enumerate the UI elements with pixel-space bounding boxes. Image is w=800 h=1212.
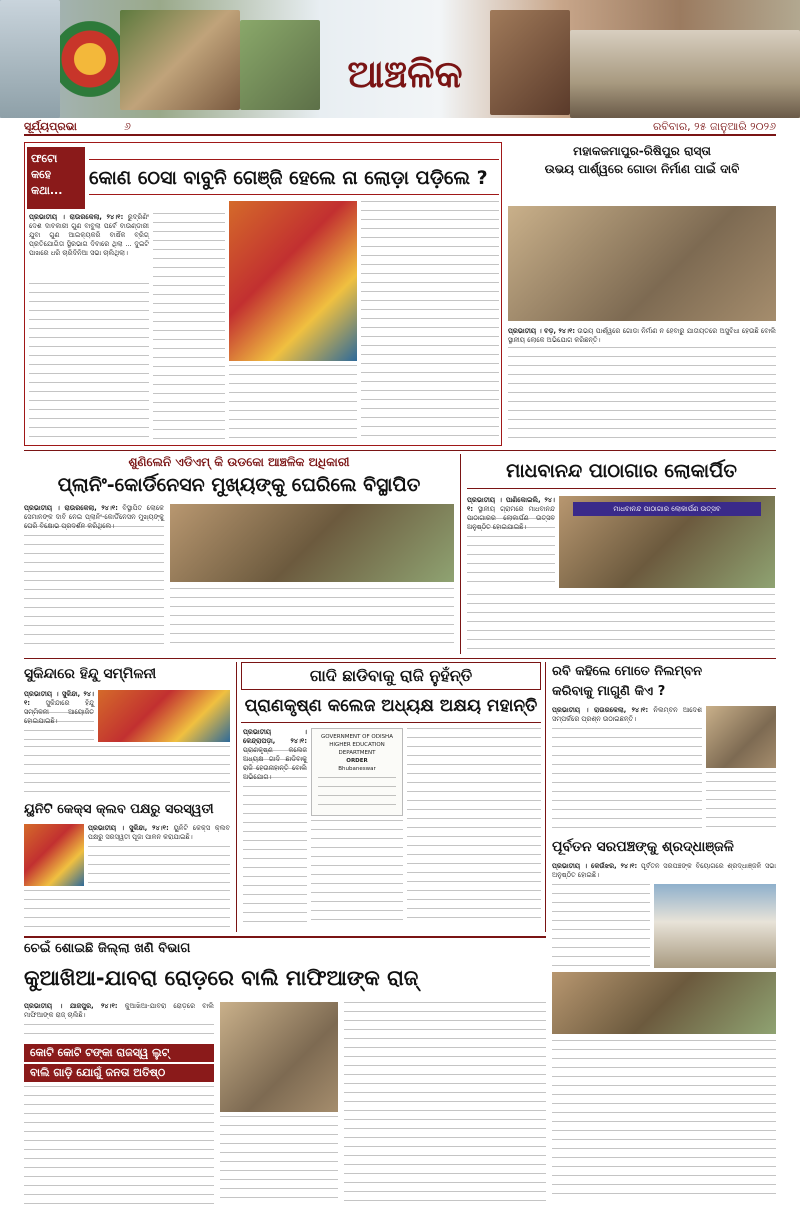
text-lines xyxy=(361,201,499,443)
kicker: ଗାଦି ଛାଡିବାକୁ ରାଜି ନୁହଁନ୍ତି xyxy=(241,662,541,690)
text-lines xyxy=(706,772,776,830)
article-body: ପ୍ରଭାତୀୟ । ସୁକିନ୍ଦା, ୨୪।୧: ୟୁନିଟି କେକ୍ସ କ୍ଲବ ପକ୍ଷରୁ ସରସ୍ୱତୀ ପୂଜା ପାଳନ କରାଯାଇଛି। xyxy=(88,824,230,841)
story-photo-speaks xyxy=(24,142,502,446)
section-title: ଆଞ୍ଚଳିକ xyxy=(347,51,463,96)
text-lines xyxy=(220,1116,338,1204)
issue-date: ରବିବାର, ୨୫ ଜାନୁଆରି ୨୦୨୬ xyxy=(652,120,776,133)
article-body: ପ୍ରଭାତୀୟ । କେନ୍ଦ୍ରାପଡ଼ା, ୨୪।୧: ପ୍ରାଣକୃଷ୍ଣ କଲେଜ ଅଧ୍ୟକ୍ଷ ଗାଦି ଛାଡିବାକୁ ରାଜି ହେଉନାହାନ୍ତି ବୋଲି ଅଭିଯୋଗ। xyxy=(243,728,307,781)
headline: ସୁକିନ୍ଦାରେ ହିନ୍ଦୁ ସମ୍ମିଳନୀ xyxy=(24,666,157,682)
event-banner: ମାଧବାନନ୍ଦ ପାଠାଗାର ଲୋକାର୍ପଣ ଉତ୍ସବ xyxy=(573,502,761,516)
text-lines xyxy=(344,1002,546,1204)
headline-line2: ଉଭୟ ପାର୍ଶ୍ୱରେ ଗୋଡା ନିର୍ମାଣ ପାଇଁ ଦାବି xyxy=(544,162,740,176)
text-lines xyxy=(24,1024,214,1040)
text-lines xyxy=(508,347,776,442)
text-lines xyxy=(467,518,555,588)
village-women-photo xyxy=(120,10,240,110)
felicitation-photo xyxy=(229,201,357,361)
story-hindu-sammilani xyxy=(24,662,230,797)
text-lines xyxy=(552,884,650,968)
article-body: ପ୍ରଭାତୀୟ । ବଡ଼, ୨୪।୧: ଉଭୟ ପାର୍ଶ୍ୱରେ ଗୋଡା ନିର୍ମାଣ ନ ହେବାରୁ ଯାତାୟତରେ ଅସୁବିଧା ହେଉଛି ବୋଲି ସ୍ଥାନୀୟ ଲୋକେ ଅଭିଯୋଗ କରିଛନ୍ତି। xyxy=(508,327,776,344)
procession-photo xyxy=(98,690,230,742)
story-library-inauguration xyxy=(460,454,776,654)
article-body: ପ୍ରଭାତୀୟ । ରାଉରକେଲା, ୨୪।୧: ରୁଦ୍ରିଣିଂ ଦେଶ ଦାବକାରୀ ଗୁଣ ବାବୁଲା ପର୍ବେ ବାଉଣ୍ଡାରୀ ଯୁବା ଗୁଣ ଆଇକ୍ୟକରି ବାର୍ଷିକ ବ୍ରିଗ୍ ପ୍ରତିଯୋଗିତା ସ୍ଥିରଭାଗ ଦିବାରେ ଥିଲା ... ଦୁଇଟି ପାଖରେ ଧରି ଚାରିଦିନିଆ ସଭା ଚାଲିଥିଲା। xyxy=(29,213,149,257)
article-body: ପ୍ରଭାତୀୟ । କେଉଁଝର, ୨୪।୧: ପୂର୍ବତନ ସରପଞ୍ଚଙ୍କ ବିୟୋଗରେ ଶ୍ରଦ୍ଧାଞ୍ଜଳି ସଭା ଅନୁଷ୍ଠିତ ହୋଇଛି। xyxy=(552,862,776,879)
puja-photo xyxy=(24,824,84,886)
headline-line2: କରିବାକୁ ମାଗୁଣି କିଏ ? xyxy=(552,684,666,699)
article-body: ପ୍ରଭାତୀୟ । ପାଣିକୋଇଲି, ୨୪।୧: ସ୍ଥାନୀୟ ଗ୍ରାମରେ ମାଧବାନନ୍ଦ ପାଠାଗାରର ଲୋକାର୍ପଣ ଉତ୍ସବ ଅନୁଷ୍ଠିତ ହୋଇଯାଇଛି। xyxy=(467,496,555,531)
paper-name: ସୂର୍ଯ୍ୟପ୍ରଭା xyxy=(24,120,77,133)
text-lines xyxy=(88,846,230,886)
text-lines xyxy=(24,712,94,742)
article-body: ପ୍ରଭାତୀୟ । ଯାଜପୁର, ୨୪।୧: କୁଆଖିଆ-ଯାବରା ରୋଡ଼ରେ ବାଲି ମାଫିଆଙ୍କ ରାଜ୍ ଚାଲିଛି। xyxy=(24,1002,214,1019)
text-lines xyxy=(24,1086,214,1204)
rural-house-photo xyxy=(240,20,320,110)
text-lines xyxy=(170,588,454,650)
kicker: ଚେଇଁ ଶୋଇଛି ଜିଲ୍ଲା ଖଣି ବିଭାଗ xyxy=(24,941,191,956)
temple-photo xyxy=(654,884,776,968)
text-lines xyxy=(153,213,225,443)
story-college-principal xyxy=(236,662,546,932)
headline: କୋଣ ଠେସା ବାବୁନି ଗେଞ୍ଜି ହେଲେ ନା ଲୋଡ଼ା ପଡ଼ିଲେ ? xyxy=(89,159,499,195)
story-sand-mafia xyxy=(24,936,546,1206)
text-lines xyxy=(24,890,230,930)
road-photo xyxy=(508,206,776,321)
text-lines xyxy=(467,594,775,652)
gathering-photo xyxy=(552,972,776,1034)
protest-photo xyxy=(170,504,454,582)
story-displaced-protest xyxy=(24,454,454,654)
text-lines xyxy=(24,746,230,794)
text-lines xyxy=(311,820,403,926)
article-body: ପ୍ରଭାତୀୟ । ସୁକିନ୍ଦା, ୨୪।୧: ସୁକିନ୍ଦାରେ ହିନ୍ଦୁ ସମ୍ମିଳନୀ ଆୟୋଜିତ ହୋଇଯାଇଛି। xyxy=(24,690,94,725)
temple-photo xyxy=(0,0,60,118)
headline: ପ୍ଲାନିଂ-କୋର୍ଡିନେସନ ମୁଖ୍ୟଙ୍କୁ ଘେରିଲେ ବିସ୍ଥାପିତ xyxy=(57,474,421,496)
text-lines xyxy=(552,1040,776,1202)
headline-line1: ରବି କହିଲେ ମୋତେ ନିଲମ୍ବନ xyxy=(552,664,703,679)
text-lines xyxy=(24,526,164,650)
kicker: ଶୁଣିଲେନି ଏଡିଏମ୍ କି ଉଡକୋ ଆଞ୍ଚଳିକ ଅଧିକାରୀ xyxy=(128,455,350,469)
headline: ୟୁନିଟି କେକ୍ସ କ୍ଲବ ପକ୍ଷରୁ ସରସ୍ୱତୀ xyxy=(24,802,214,817)
headline: ପ୍ରାଣକୃଷ୍ଣ କଲେଜ ଅଧ୍ୟକ୍ଷ ଅକ୍ଷୟ ମହାନ୍ତି xyxy=(241,690,541,723)
text-lines xyxy=(552,728,702,830)
festival-garland-photo xyxy=(60,4,120,114)
photo-speaks-tag: ଫଟୋ କହେ କଥା... xyxy=(27,147,85,209)
text-lines xyxy=(29,283,149,443)
folio-bar xyxy=(24,120,776,136)
article-body: ପ୍ରଭାତୀୟ । ରାଉରକେଲା, ୨୪।୧: ବିସ୍ଥାପିତ ଲୋକେ ସେମାନଙ୍କ ଦାବି ନେଇ ପ୍ଲାନିଂ-କୋର୍ଡିନେସନ ମୁଖ୍ୟଙ୍କୁ ଘେରି ବିକ୍ଷୋଭ ପ୍ରଦର୍ଶନ କରିଥିଲେ। xyxy=(24,504,165,530)
text-lines xyxy=(243,750,307,926)
factory-photo xyxy=(570,30,800,118)
article-body: ପ୍ରଭାତୀୟ । ରାଉରକେଲା, ୨୪।୧: ନିଲମ୍ବନ ଆଦେଶ ସମ୍ପର୍କରେ ପ୍ରଶ୍ନ ଉଠାଇଛନ୍ତି। xyxy=(552,706,702,723)
library-event-photo xyxy=(559,496,775,588)
story-suspension-question xyxy=(552,662,776,834)
headline-line1: ମହାକଜମାପୁର-ରିଷିପୁର ରାସ୍ତା xyxy=(573,144,711,158)
highlight-bullet-2: ବାଲି ଗାଡ଼ି ଯୋଗୁଁ ଜନତା ଅତିଷ୍ଠ xyxy=(24,1064,214,1082)
highlight-bullet-1: କୋଟି କୋଟି ଟଙ୍କା ରାଜସ୍ୱ ଲୁଟ୍ xyxy=(24,1044,214,1062)
story-road-demand xyxy=(508,142,776,446)
headline: ପୂର୍ବତନ ସରପଞ୍ଚଙ୍କୁ ଶ୍ରଦ୍ଧାଞ୍ଜଳି xyxy=(552,839,734,855)
sand-truck-photo xyxy=(220,1002,338,1112)
person-photo xyxy=(706,706,776,768)
government-order-document: GOVERNMENT OF ODISHA HIGHER EDUCATION DEPARTMENT ORDER Bhubaneswar xyxy=(311,728,403,816)
page-number: ୬ xyxy=(124,120,131,133)
text-lines xyxy=(229,365,357,443)
headline: କୁଆଖିଆ-ଯାବରା ରୋଡ଼ରେ ବାଲି ମାଫିଆଙ୍କ ରାଜ୍ xyxy=(24,966,419,990)
text-lines xyxy=(407,728,541,926)
child-photo xyxy=(490,10,570,115)
story-tribute xyxy=(552,836,776,1206)
story-saraswati-puja xyxy=(24,800,230,932)
headline: ମାଧବାନନ୍ଦ ପାଠାଗାର ଲୋକାର୍ପିତ xyxy=(467,454,776,489)
